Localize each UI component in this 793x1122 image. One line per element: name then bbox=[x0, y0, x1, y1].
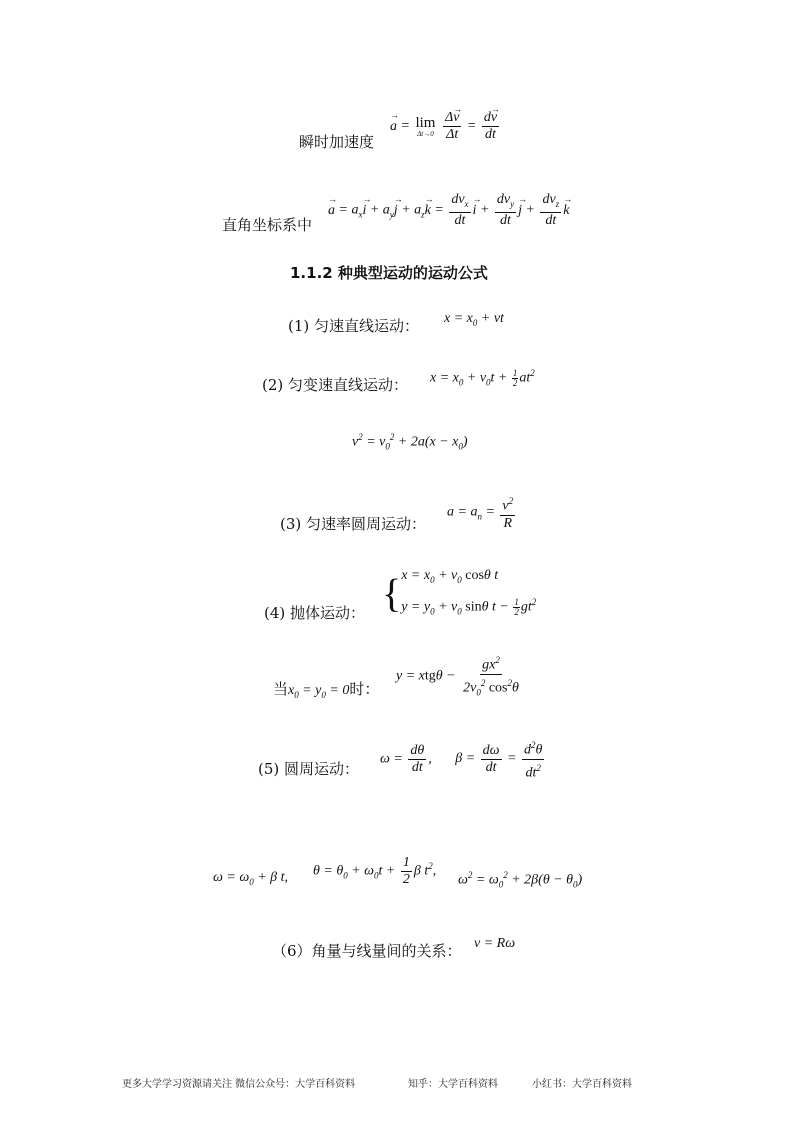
item4-label: (4) 抛体运动： bbox=[264, 604, 366, 622]
item3-formula: $a = a_n$ = $\frac{v^2}{R}$ bbox=[447, 493, 517, 532]
item2-label: (2) 匀变速直线运动： bbox=[262, 376, 409, 394]
item2-formula: $x = x_0 + v_0t$ + $\frac{1}{2}$ $at^2$ bbox=[430, 367, 535, 388]
item1-formula: $x = x_0$ + vt bbox=[444, 311, 504, 328]
item5-label: (5) 圆周运动： bbox=[258, 760, 360, 778]
angular-position-formula: $\theta = \theta_0 + \omega_0t$ + $\frac{1}{2}$ β $t^2$, bbox=[313, 855, 437, 887]
item2-formula-b: $v^2 = v_0^2 + 2a(x - x_0)$ bbox=[352, 432, 468, 452]
footer-right: 小红书：大学百科资料 bbox=[532, 1079, 632, 1090]
footer-mid: 知乎：大学百科资料 bbox=[408, 1079, 498, 1090]
cartesian-formula: → $a = a_x\to i + a_y\to j + a_z\to k$ = $\frac{dv_x}{dt}$ → i + $\frac{dv_y}{dt}$ → j + $\frac{dv_z}{dt}$ → k bbox=[328, 192, 569, 229]
angular-velocity-formula: $\omega = \omega_0 + \beta$ t, bbox=[213, 870, 289, 887]
footer-left: 更多大学学习资源请关注 微信公众号：大学百科资料 bbox=[122, 1079, 356, 1090]
when-prefix: 当 bbox=[273, 680, 289, 698]
item6-formula: v = Rω bbox=[474, 936, 516, 951]
trajectory-formula: y = xtgθ − $\frac{gx^2}{2v_0^2 \cos^2\theta}$ bbox=[396, 652, 523, 700]
when-condition-formula: $x_0 = y_0 = 0$ bbox=[288, 683, 350, 700]
item4-formula: { $x = x_0 + v_0$ cosθ t $y = y_0 + v_0$ sinθ t − $\frac{1}{2}$ $gt^2$ bbox=[382, 568, 537, 617]
item6-label: （6）角量与线量间的关系： bbox=[272, 942, 462, 960]
instant-accel-formula: → a = lim Δt→0 $\frac{\Delta\to v}{\Delta t}$ = $\frac{d\to v}{dt}$ bbox=[390, 110, 501, 143]
item3-label: (3) 匀速率圆周运动： bbox=[280, 515, 427, 533]
when-suffix: 时： bbox=[349, 680, 380, 698]
item5-formula: ω = $\frac{d\theta}{dt}$ , β = $\frac{d\omega}{dt}$ = $\frac{d^2\theta}{dt^2}$ bbox=[380, 737, 546, 781]
angular-velocity-squared-formula: $\omega^2 = \omega_0^2 + 2\beta(\theta - \theta_0)$ bbox=[458, 870, 583, 890]
when-condition bbox=[273, 678, 379, 700]
section-heading: 1.1.2 种典型运动的运动公式 bbox=[290, 264, 488, 282]
instant-accel-label: 瞬时加速度 bbox=[299, 133, 375, 151]
cartesian-label: 直角坐标系中 bbox=[222, 216, 313, 234]
item1-label: (1) 匀速直线运动： bbox=[288, 317, 420, 335]
